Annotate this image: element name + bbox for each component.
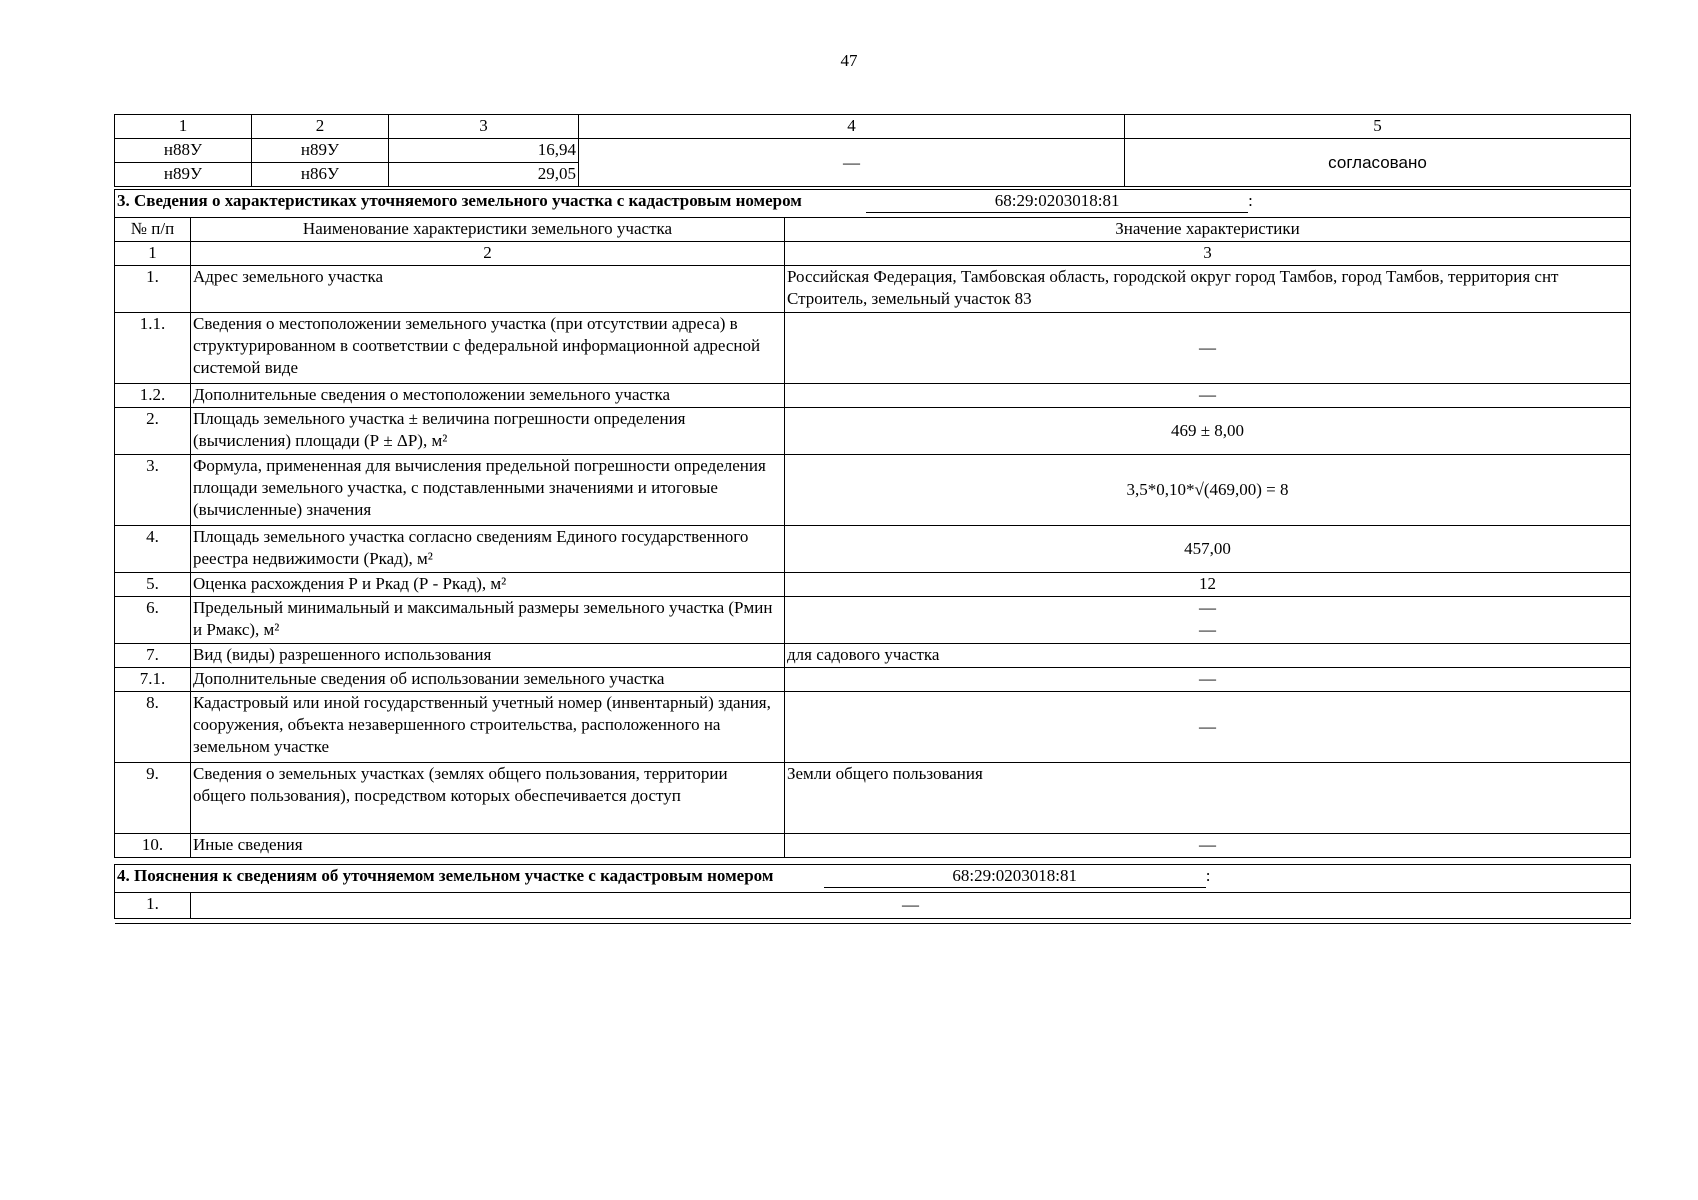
- characteristic-value: —: [785, 668, 1631, 692]
- table-row: [115, 313, 1631, 384]
- row-number: 1.1.: [115, 313, 191, 384]
- table-row: [115, 139, 1631, 163]
- characteristic-name: Сведения о местоположении земельного участка (при отсутствии адреса) в структурированном в соответствии с федеральной информационной адресной системой виде: [191, 313, 785, 384]
- table-row: [115, 573, 1631, 597]
- characteristic-name: Дополнительные сведения о местоположении земельного участка: [191, 384, 785, 408]
- characteristic-value: 12: [785, 573, 1631, 597]
- characteristic-value: —: [785, 692, 1631, 763]
- table-row: [115, 834, 1631, 858]
- section3-characteristics-table: [114, 189, 1631, 858]
- table-row: [115, 692, 1631, 763]
- column-number: 5: [1125, 115, 1631, 139]
- characteristic-value: —: [785, 384, 1631, 408]
- characteristic-name: Формула, примененная для вычисления предельной погрешности определения площади земельного участка, с подставленными значениями и итоговые (вычисленные) значения: [191, 455, 785, 526]
- min-size-value: —: [1199, 598, 1216, 617]
- characteristic-value: Земли общего пользования: [785, 763, 1631, 834]
- explanation-value: —: [191, 893, 1631, 919]
- section3-cadastral-number: 68:29:0203018:81: [866, 190, 1248, 213]
- row-number: 2.: [115, 408, 191, 455]
- characteristic-value-min-max: [785, 597, 1631, 644]
- characteristic-value: Российская Федерация, Тамбовская область, городской округ город Тамбов, город Тамбов, территория снт Строитель, земельный участок 83: [785, 266, 1631, 313]
- characteristic-name: Иные сведения: [191, 834, 785, 858]
- header-characteristic-name: Наименование характеристики земельного участка: [191, 218, 785, 242]
- column-number: 2: [252, 115, 389, 139]
- section4-title: 4. Пояснения к сведениям об уточняемом земельном участке с кадастровым номером: [117, 866, 774, 885]
- characteristic-value: 3,5*0,10*√(469,00) = 8: [785, 455, 1631, 526]
- max-size-value: —: [1199, 620, 1216, 640]
- column-number: 3: [785, 242, 1631, 266]
- boundary-segments-table: [114, 114, 1631, 187]
- row-number: 6.: [115, 597, 191, 644]
- characteristic-name: Площадь земельного участка ± величина погрешности определения (вычисления) площади (Р ± ΔР), м²: [191, 408, 785, 455]
- table-row: [115, 668, 1631, 692]
- characteristic-value: для садового участка: [785, 644, 1631, 668]
- characteristic-value: —: [785, 834, 1631, 858]
- table-row: [115, 384, 1631, 408]
- characteristic-name: Адрес земельного участка: [191, 266, 785, 313]
- table-header-row: [115, 218, 1631, 242]
- segment-col4-value: —: [579, 139, 1125, 187]
- characteristic-name: Вид (виды) разрешенного использования: [191, 644, 785, 668]
- section4-explanations-table: [114, 864, 1631, 924]
- segment-length: 29,05: [389, 163, 579, 187]
- header-row-number: № п/п: [115, 218, 191, 242]
- row-number: 4.: [115, 526, 191, 573]
- table-row: [115, 644, 1631, 668]
- characteristic-name: Оценка расхождения Р и Ркад (Р - Ркад), м²: [191, 573, 785, 597]
- segment-length: 16,94: [389, 139, 579, 163]
- characteristic-value: 469 ± 8,00: [785, 408, 1631, 455]
- column-number: 2: [191, 242, 785, 266]
- segment-to-point: н86У: [252, 163, 389, 187]
- characteristic-value: 457,00: [785, 526, 1631, 573]
- section4-title-suffix: :: [1205, 866, 1211, 885]
- segment-approval-status: согласовано: [1125, 139, 1631, 187]
- row-number: 3.: [115, 455, 191, 526]
- row-number: 7.1.: [115, 668, 191, 692]
- header-characteristic-value: Значение характеристики: [785, 218, 1631, 242]
- table-row: [115, 266, 1631, 313]
- table-row: [115, 597, 1631, 644]
- row-number: 10.: [115, 834, 191, 858]
- section4-cadastral-number: 68:29:0203018:81: [824, 865, 1206, 888]
- table-header-row: [115, 115, 1631, 139]
- row-number: 1.: [115, 266, 191, 313]
- row-number: 5.: [115, 573, 191, 597]
- column-number: 1: [115, 242, 191, 266]
- column-number: 4: [579, 115, 1125, 139]
- characteristic-name: Дополнительные сведения об использовании земельного участка: [191, 668, 785, 692]
- table-row: [115, 893, 1631, 919]
- row-number: 1.: [115, 893, 191, 919]
- section3-title: 3. Сведения о характеристиках уточняемого земельного участка с кадастровым номером: [117, 191, 802, 210]
- row-number: 9.: [115, 763, 191, 834]
- page-number: 47: [840, 51, 858, 70]
- section4-title-row: [115, 865, 1631, 893]
- characteristic-name: Кадастровый или иной государственный учетный номер (инвентарный) здания, сооружения, объекта незавершенного строительства, расположенного на земельном участке: [191, 692, 785, 763]
- row-number: 7.: [115, 644, 191, 668]
- row-number: 1.2.: [115, 384, 191, 408]
- row-number: 8.: [115, 692, 191, 763]
- column-number: 3: [389, 115, 579, 139]
- table-row: [115, 526, 1631, 573]
- characteristic-name: Сведения о земельных участках (землях общего пользования, территории общего пользования), посредством которых обеспечивается доступ: [191, 763, 785, 834]
- characteristic-name: Площадь земельного участка согласно сведениям Единого государственного реестра недвижимости (Ркад), м²: [191, 526, 785, 573]
- table-bottom-rule: [115, 919, 1631, 924]
- segment-from-point: н89У: [115, 163, 252, 187]
- characteristic-value: —: [785, 313, 1631, 384]
- section3-title-row: [115, 190, 1631, 218]
- characteristic-name: Предельный минимальный и максимальный размеры земельного участка (Рмин и Рмакс), м²: [191, 597, 785, 644]
- segment-from-point: н88У: [115, 139, 252, 163]
- table-row: [115, 455, 1631, 526]
- section3-title-suffix: :: [1248, 191, 1253, 210]
- table-row: [115, 763, 1631, 834]
- table-row: [115, 408, 1631, 455]
- column-numbers-row: [115, 242, 1631, 266]
- segment-to-point: н89У: [252, 139, 389, 163]
- column-number: 1: [115, 115, 252, 139]
